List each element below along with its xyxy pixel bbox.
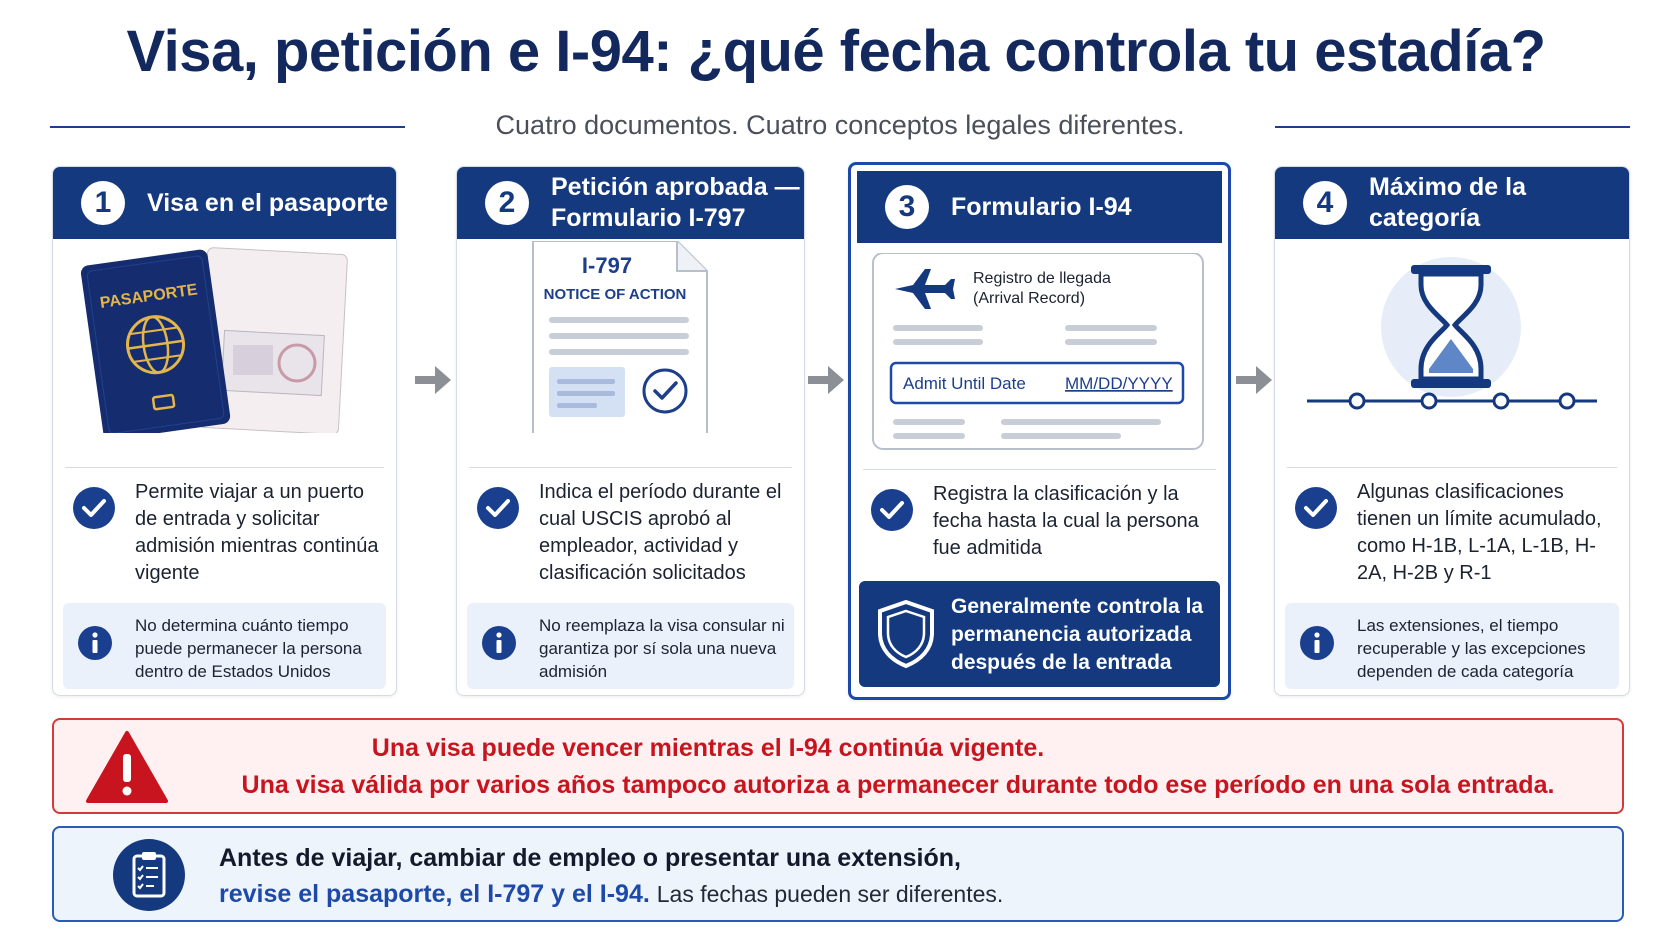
card-petition <box>456 166 805 696</box>
tip-emphasis: revise el pasaporte, el I-797 y el I-94. <box>219 880 650 908</box>
callout-text: Generalmente controla la permanencia autorizada después de la entrada <box>951 595 1204 674</box>
record-title: Registro de llegada <box>973 270 1111 287</box>
divider <box>469 467 792 468</box>
arrow-right-icon <box>413 362 453 398</box>
info-icon <box>481 625 517 661</box>
step-number: 2 <box>485 181 529 225</box>
card-description: Permite viajar a un puerto de entrada y solicitar admisión mientras continúa vigente <box>135 481 379 584</box>
card-visa <box>52 166 397 696</box>
check-icon <box>869 487 915 533</box>
clipboard-icon <box>112 838 186 912</box>
key-callout <box>859 581 1220 687</box>
step-number: 3 <box>885 185 929 229</box>
note-text: Las extensiones, el tiempo recuperable y las excepciones dependen de cada categoría <box>1357 616 1586 681</box>
warning-line-2: Una visa válida por varios años tampoco autoriza a permanecer durante todo ese período en una sola entrada. <box>241 771 1555 799</box>
passport-label: PASAPORTE <box>98 281 199 312</box>
page-title: Visa, petición e I-94: ¿qué fecha controla tu estadía? <box>126 19 1546 84</box>
info-note <box>467 603 794 689</box>
card-header <box>53 167 396 239</box>
record-subtitle: (Arrival Record) <box>973 290 1086 307</box>
divider <box>1287 467 1617 468</box>
tip-detail: Las fechas pueden ser diferentes. <box>656 881 1004 907</box>
check-icon <box>1293 485 1339 531</box>
card-i94 <box>848 162 1231 700</box>
tip-line-1: Antes de viajar, cambiar de empleo o presentar una extensión, <box>219 844 961 872</box>
note-text: No determina cuánto tiempo puede permanecer la persona dentro de Estados Unidos <box>135 616 362 681</box>
info-note <box>63 603 386 689</box>
document-icon <box>457 241 804 433</box>
card-category-max <box>1274 166 1630 696</box>
info-icon <box>77 625 113 661</box>
card-title: Máximo de la categoría <box>1369 173 1526 232</box>
card-header <box>857 171 1222 243</box>
admit-until-value: MM/DD/YYYY <box>1065 374 1173 393</box>
divider-right <box>1275 126 1630 128</box>
arrow-right-icon <box>1234 362 1274 398</box>
card-header <box>1275 167 1629 239</box>
admit-until-label: Admit Until Date <box>903 374 1026 393</box>
check-icon <box>475 485 521 531</box>
divider <box>65 467 384 468</box>
card-description: Indica el período durante el cual USCIS aprobó al empleador, actividad y clasificación solicitados <box>539 481 782 584</box>
card-title: Formulario I-94 <box>951 192 1132 221</box>
info-note <box>1285 603 1619 689</box>
step-number: 1 <box>81 181 125 225</box>
passport-icon <box>53 241 396 433</box>
doc-subtitle: NOTICE OF ACTION <box>543 286 687 303</box>
divider <box>863 469 1216 470</box>
note-text: No reemplaza la visa consular ni garantiza por sí sola una nueva admisión <box>539 616 785 681</box>
page-subtitle: Cuatro documentos. Cuatro conceptos legales diferentes. <box>495 110 1185 140</box>
check-icon <box>71 485 117 531</box>
warning-banner <box>52 718 1624 814</box>
warning-line-1: Una visa puede vencer mientras el I-94 continúa vigente. <box>371 734 1045 762</box>
card-title: Visa en el pasaporte <box>147 188 389 217</box>
tip-line-2 <box>219 880 1003 909</box>
card-description: Algunas clasificaciones tienen un límite acumulado, como H-1B, L-1A, L-1B, H-2A, H-2B y R-1 <box>1357 481 1602 584</box>
step-number: 4 <box>1303 181 1347 225</box>
card-description: Registra la clasificación y la fecha hasta la cual la persona fue admitida <box>933 483 1199 559</box>
hourglass-icon <box>1275 241 1629 433</box>
card-title: Petición aprobada — Formulario I-797 <box>551 173 800 232</box>
arrow-right-icon <box>806 362 846 398</box>
shield-icon <box>875 599 937 669</box>
arrival-record <box>851 253 1228 445</box>
info-icon <box>1299 625 1335 661</box>
card-header <box>457 167 804 239</box>
tip-banner <box>52 826 1624 922</box>
doc-title: I-797 <box>581 253 633 278</box>
subtitle-row <box>50 108 1630 148</box>
